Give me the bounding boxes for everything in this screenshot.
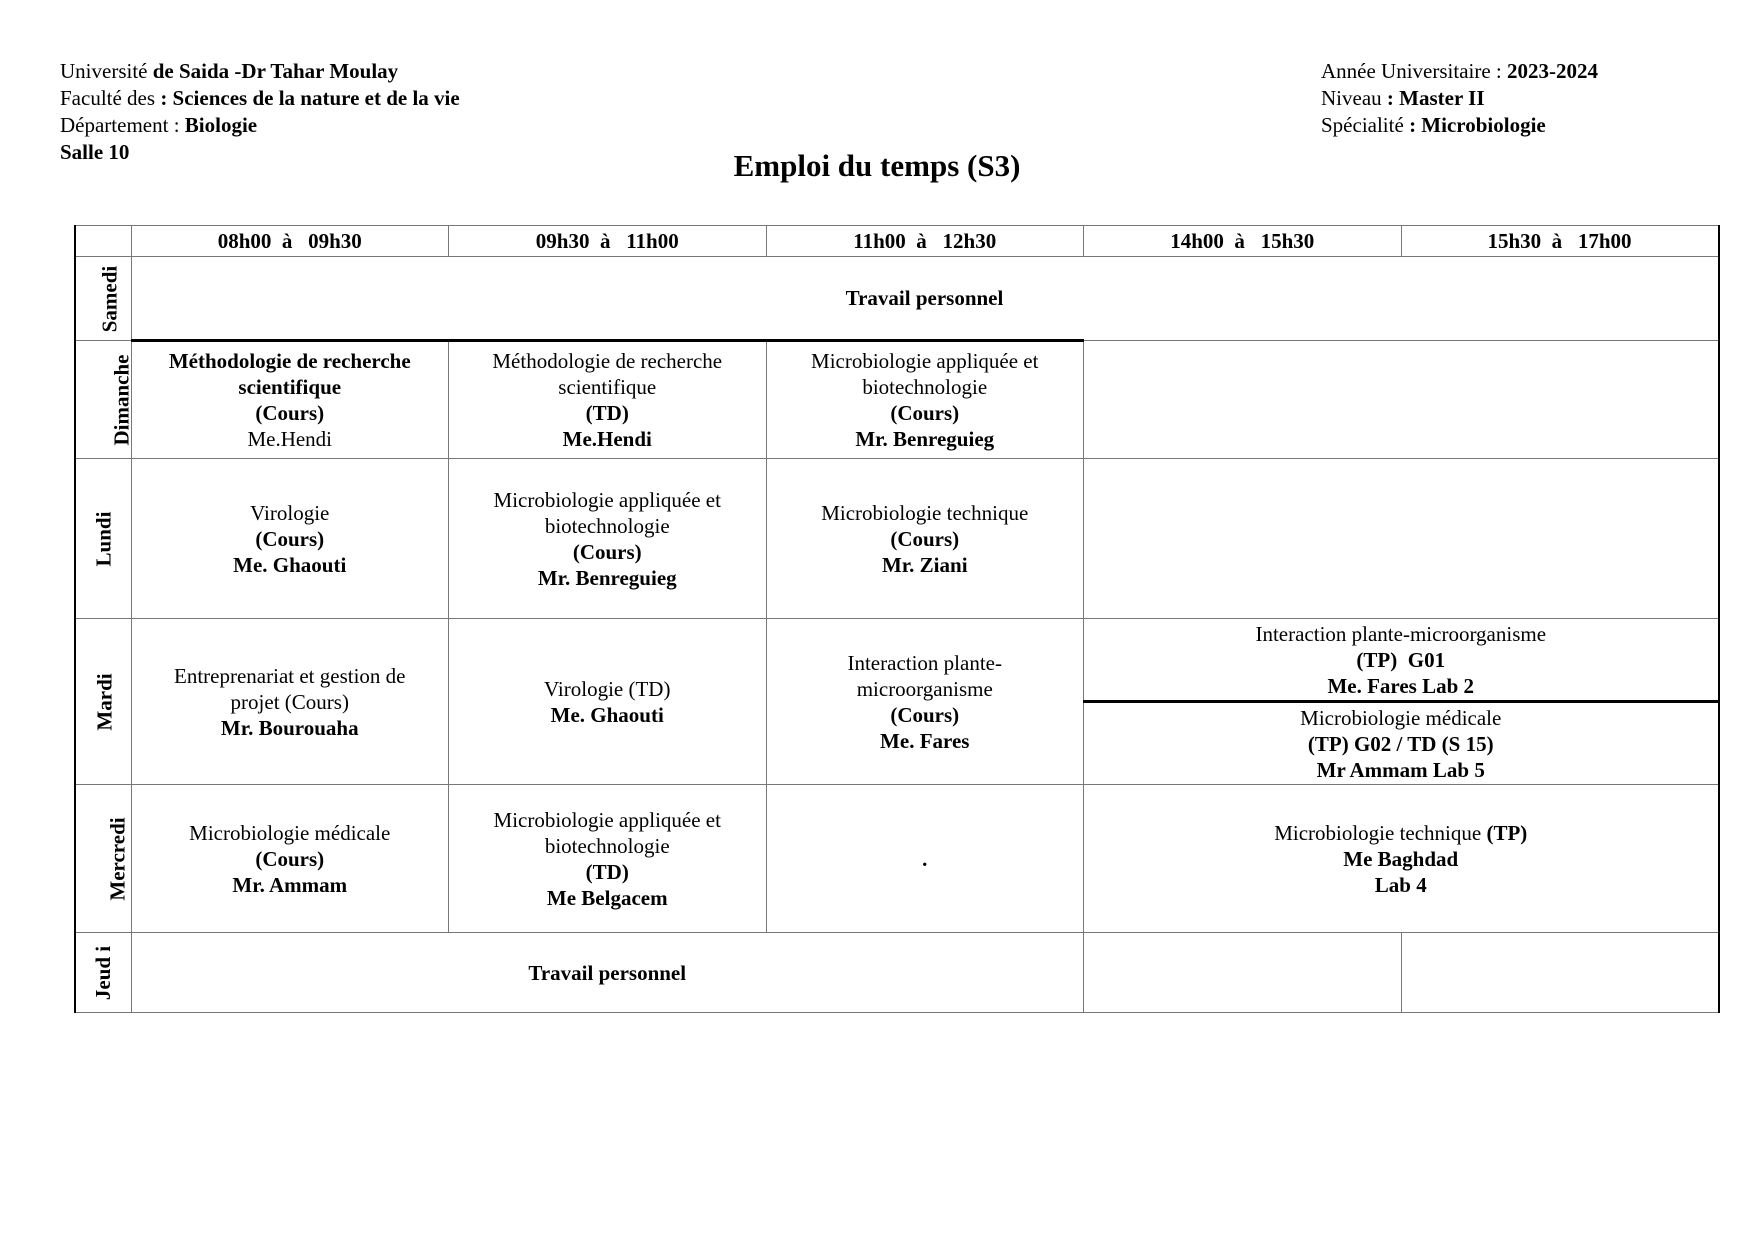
- day-jeudi: Jeud i: [75, 933, 131, 1013]
- slot-header-5: 15h30 à 17h00: [1401, 226, 1719, 257]
- mardi-afternoon-a: Interaction plante-microorganisme (TP) G01 Me. Fares Lab 2: [1084, 619, 1719, 702]
- mercredi-slot-2: Microbiologie appliquée et biotechnologie (TD) Me Belgacem: [449, 785, 767, 933]
- lundi-slot-2: Microbiologie appliquée et biotechnologie (Cours) Mr. Benreguieg: [449, 459, 767, 619]
- lundi-slot-3: Microbiologie technique (Cours) Mr. Ziani: [766, 459, 1084, 619]
- day-mercredi: Mercredi: [75, 785, 131, 933]
- lundi-afternoon-empty: [1084, 459, 1719, 619]
- dimanche-slot-1: Méthodologie de recherche scientifique (Cours) Me.Hendi: [131, 341, 449, 459]
- mardi-slot-2: Virologie (TD) Me. Ghaouti: [449, 619, 767, 785]
- department-line: Département : Biologie: [60, 113, 258, 137]
- day-samedi: Samedi: [75, 257, 131, 341]
- jeudi-morning: Travail personnel: [131, 933, 1084, 1013]
- row-jeudi: [75, 933, 1719, 1013]
- row-mardi: [75, 619, 1719, 702]
- row-mercredi: [75, 785, 1719, 933]
- jeudi-slot-5-empty: [1401, 933, 1719, 1013]
- corner-cell: [75, 226, 131, 257]
- mardi-afternoon-b: Microbiologie médicale (TP) G02 / TD (S 15) Mr Ammam Lab 5: [1084, 702, 1719, 785]
- level-line: Niveau : Master II: [1321, 86, 1485, 110]
- jeudi-slot-4-empty: [1084, 933, 1402, 1013]
- row-lundi: [75, 459, 1719, 619]
- speciality-line: Spécialité : Microbiologie: [1321, 113, 1546, 137]
- page-title: Emploi du temps (S3): [733, 148, 1021, 183]
- day-mardi: Mardi: [75, 619, 131, 785]
- mercredi-afternoon: Microbiologie technique (TP) Me Baghdad Lab 4: [1084, 785, 1719, 933]
- header-right: [1321, 58, 1598, 139]
- slot-header-1: 08h00 à 09h30: [131, 226, 449, 257]
- slot-header-2: 09h30 à 11h00: [449, 226, 767, 257]
- mardi-slot-1: Entreprenariat et gestion de projet (Cours) Mr. Bourouaha: [131, 619, 449, 785]
- room-label: Salle 10: [60, 140, 130, 164]
- lundi-slot-1: Virologie (Cours) Me. Ghaouti: [131, 459, 449, 619]
- slot-header-4: 14h00 à 15h30: [1084, 226, 1402, 257]
- dimanche-afternoon-empty: [1084, 341, 1719, 459]
- university-line: Université de Saida -Dr Tahar Moulay: [60, 59, 399, 83]
- day-lundi: Lundi: [75, 459, 131, 619]
- row-dimanche: [75, 341, 1719, 459]
- faculty-line: Faculté des : Sciences de la nature et de la vie: [60, 86, 460, 110]
- dimanche-slot-2: Méthodologie de recherche scientifique (TD) Me.Hendi: [449, 341, 767, 459]
- mercredi-slot-1: Microbiologie médicale (Cours) Mr. Ammam: [131, 785, 449, 933]
- timetable-header-row: [75, 226, 1719, 257]
- year-line: Année Universitaire : 2023-2024: [1321, 59, 1599, 83]
- row-samedi: [75, 257, 1719, 341]
- day-dimanche: Dimanche: [75, 341, 131, 459]
- dimanche-slot-3: Microbiologie appliquée et biotechnologie (Cours) Mr. Benreguieg: [766, 341, 1084, 459]
- mardi-slot-3: Interaction plante- microorganisme (Cours) Me. Fares: [766, 619, 1084, 785]
- samedi-cell: Travail personnel: [131, 257, 1719, 341]
- slot-header-3: 11h00 à 12h30: [766, 226, 1084, 257]
- timetable: [74, 225, 1720, 1013]
- mercredi-slot-3: .: [766, 785, 1084, 933]
